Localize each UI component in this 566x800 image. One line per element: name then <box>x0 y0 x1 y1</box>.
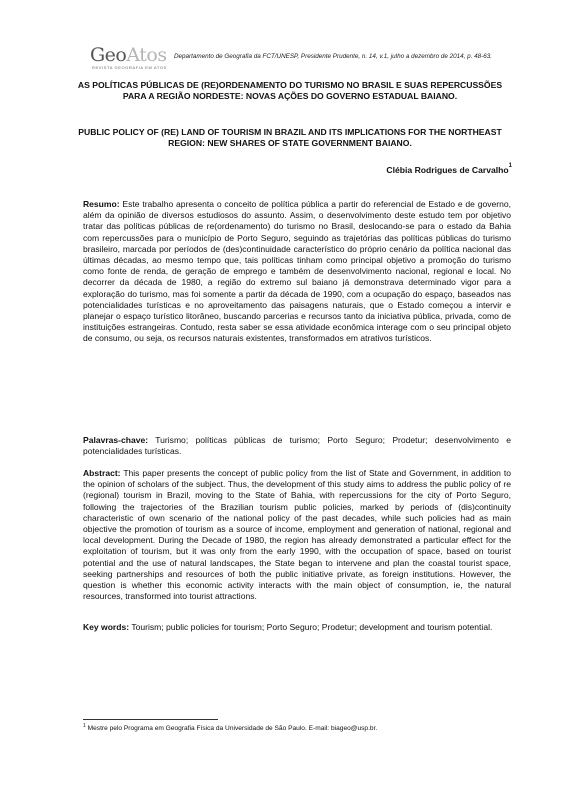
resumo-label: Resumo: <box>83 199 120 209</box>
abstract-text: This paper presents the concept of public policy from the list of State and Government, in addition to the opinion of scholars of the subject. Thus, the development of this study aims to address the public policy of re (regional) tourism in Brazil, moving to the State of Bahia, with repercussions for the city of Porto Seguro, following the trajectories of the Brazilian tourism public policies, marked by periods of (dis)continuity characteristic of own scenario of the national policy of the past decades, while such policies had as main objective the promotion of tourism as a source of income, employment and generation of national, regional and local development. During the Decade of 1980, the region has already demonstrated a particular effect for the exploitation of tourism, but it was only from the early 1990, with the occupation of space, based on tourist potential and the use of natural landscapes, the State began to intervene and plan the coastal tourist space, seeking partnerships and resources of both the public initiative private, as foreign institutions. However, the question is whether this economic activity interacts with the main object of consumption, ie, the natural resources, transformed into tourist attractions. <box>83 468 511 602</box>
key-words-text: Tourism; public policies for tourism; Porto Seguro; Prodetur; development and tourism potential. <box>131 622 493 632</box>
abstract-label: Abstract: <box>83 468 121 478</box>
title-portuguese: AS POLÍTICAS PÚBLICAS DE (RE)ORDENAMENTO DO TURISMO NO BRASIL E SUAS REPERCUSSÕES PARA A REGIÃO NORDESTE: NOVAS AÇÕES DO GOVERNO ESTADUAL BAIANO. <box>77 80 503 101</box>
title-english-block <box>70 127 510 149</box>
footnote-divider <box>83 719 218 720</box>
header-citation: Departamento de Geografia da FCT/UNESP, Presidente Prudente, n. 14, v.1, julho a dezembro de 2014, p. 48-63. <box>174 53 492 60</box>
page-header <box>90 46 530 76</box>
footnote <box>83 724 513 733</box>
author-footnote-mark: 1 <box>508 163 512 169</box>
author-name: Clébia Rodrigues de Carvalho <box>386 165 509 175</box>
footnote-mark: 1 <box>83 723 86 729</box>
footnote-text: Mestre pelo Programa em Geografia Física da Universidade de São Paulo. E-mail: biageo@usp.br. <box>87 725 378 732</box>
logo-subtitle: REVISTA GEOGRAFIA EM ATOS <box>92 65 167 70</box>
abstract-paragraph <box>83 468 511 602</box>
journal-logo <box>90 46 170 72</box>
resumo-paragraph <box>83 199 511 345</box>
palavras-chave-label: Palavras-chave: <box>83 435 149 445</box>
palavras-chave-paragraph <box>83 435 511 457</box>
resumo-text: Este trabalho apresenta o conceito de política pública a partir do referencial de Estado e de governo, além da opinião de diversos estudiosos do assunto. Assim, o desenvolvimento deste estudo tem por objetivo tratar das políticas públicas de re(ordenamento) do turismo no Brasil, deslocando-se para o estado da Bahia com repercussões para o município de Porto Seguro, seguindo as trajetórias das políticas públicas do turismo brasileiro, marcada por períodos de (des)continuidade característico do próprio cenário da política nacional das últimas décadas, ao mesmo tempo que, tais políticas tinham como principal objetivo a promoção do turismo como fonte de renda, de geração de emprego e também de desenvolvimento nacional, regional e local. No decorrer da década de 1980, a região do extremo sul baiano já demonstrava determinado vigor para a exploração do turismo, mas foi somente a partir da década de 1990, com a ocupação do espaço, baseados nas potencialidades turísticas e no aproveitamento das paisagens naturais, que o Estado começou a intervir e planejar o espaço turístico litorâneo, buscando parcerias e recursos tanto da iniciativa pública, privada, como de instituições estrangeiras. Contudo, resta saber se essa atividade econômica interage com o seu principal objeto de consumo, ou seja, os recursos naturais existentes, transformados em atrativos turísticos. <box>83 199 512 344</box>
logo-text-accent: Atos <box>126 44 167 66</box>
title-portuguese-block <box>70 80 510 102</box>
logo-wordmark <box>90 44 167 66</box>
palavras-chave-text: Turismo; políticas públicas de turismo; Porto Seguro; Prodetur; desenvolvimento e potencialidades turísticas. <box>83 435 511 457</box>
key-words-paragraph <box>83 622 511 633</box>
author-line <box>386 165 512 175</box>
title-english: PUBLIC POLICY OF (RE) LAND OF TOURISM IN BRAZIL AND ITS IMPLICATIONS FOR THE NORTHEAST REGION: NEW SHARES OF STATE GOVERNMENT BAIANO. <box>78 127 502 148</box>
logo-text-main: Geo <box>90 44 127 66</box>
key-words-label: Key words: <box>83 622 130 632</box>
